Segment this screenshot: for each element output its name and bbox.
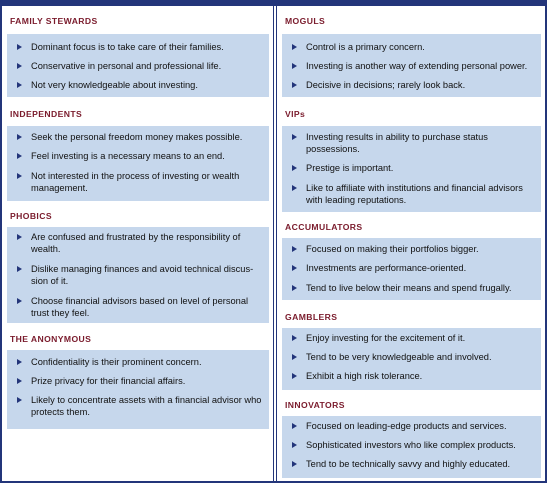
section-heading-the-anonymous: THE ANONYMOUS bbox=[10, 334, 92, 344]
section-heading-family-stewards: FAMILY STEWARDS bbox=[10, 16, 98, 26]
bullet-icon bbox=[17, 359, 22, 365]
left-column bbox=[2, 6, 273, 481]
bullet-icon bbox=[292, 442, 297, 448]
bullet-icon bbox=[292, 285, 297, 291]
section-box-innovators: Focused on leading-edge products and services. Sophisticated investors who like complex products. Tend to be technically savvy and highly educated. bbox=[282, 416, 541, 478]
bullet-icon bbox=[292, 265, 297, 271]
bullet-icon bbox=[17, 234, 22, 240]
section-box-family-stewards: Dominant focus is to take care of their families. Conservative in personal and professional life. Not very knowledgeable about investing. bbox=[7, 34, 269, 97]
section-box-independents: Seek the personal freedom money makes possible. Feel investing is a necessary means to an end. Not interested in the process of investing or wealth management. bbox=[7, 126, 269, 201]
bullet-icon bbox=[17, 378, 22, 384]
bullet-icon bbox=[17, 266, 22, 272]
section-heading-accumulators: ACCUMULATORS bbox=[285, 222, 363, 232]
bullet-icon bbox=[292, 246, 297, 252]
bullet-icon bbox=[292, 354, 297, 360]
section-heading-moguls: MOGULS bbox=[285, 16, 326, 26]
section-heading-phobics: PHOBICS bbox=[10, 211, 52, 221]
bullet-icon bbox=[292, 373, 297, 379]
section-box-moguls: Control is a primary concern. Investing is another way of extending personal power. Decisive in decisions; rarely look back. bbox=[282, 34, 541, 97]
bullet-icon bbox=[17, 173, 22, 179]
bullet-icon bbox=[17, 44, 22, 50]
bullet-icon bbox=[17, 397, 22, 403]
bullet-icon bbox=[292, 185, 297, 191]
bullet-icon bbox=[292, 335, 297, 341]
bullet-icon bbox=[292, 82, 297, 88]
bullet-icon bbox=[17, 63, 22, 69]
bullet-icon bbox=[292, 63, 297, 69]
section-box-accumulators: Focused on making their portfolios bigger. Investments are performance-oriented. Tend to live below their means and spend frugally. bbox=[282, 238, 541, 300]
bullet-icon bbox=[17, 153, 22, 159]
section-heading-innovators: INNOVATORS bbox=[285, 400, 345, 410]
bullet-icon bbox=[292, 134, 297, 140]
bullet-icon bbox=[292, 423, 297, 429]
bullet-icon bbox=[292, 461, 297, 467]
bullet-icon bbox=[17, 134, 22, 140]
bullet-icon bbox=[292, 44, 297, 50]
section-box-gamblers: Enjoy investing for the excitement of it. Tend to be very knowledgeable and involved. Exhibit a high risk tolerance. bbox=[282, 328, 541, 390]
section-box-vips: Investing results in ability to purchase status possessions. Prestige is important. Like to affiliate with institutions and financial advisors with leading reputations. bbox=[282, 126, 541, 212]
bullet-icon bbox=[292, 165, 297, 171]
section-box-phobics: Are confused and frustrated by the responsibility of wealth. Dislike managing finances and avoid technical discus-sion of it. Choose financial advisors based on level of personal trust they feel. bbox=[7, 227, 269, 323]
bullet-icon bbox=[17, 298, 22, 304]
section-heading-independents: INDEPENDENTS bbox=[10, 109, 83, 119]
section-heading-gamblers: GAMBLERS bbox=[285, 312, 338, 322]
section-box-the-anonymous: Confidentiality is their prominent concern. Prize privacy for their financial affairs. Likely to concentrate assets with a financial advisor who protects them. bbox=[7, 350, 269, 429]
right-column bbox=[277, 6, 545, 481]
section-heading-vips: VIPs bbox=[285, 109, 306, 119]
bullet-icon bbox=[17, 82, 22, 88]
